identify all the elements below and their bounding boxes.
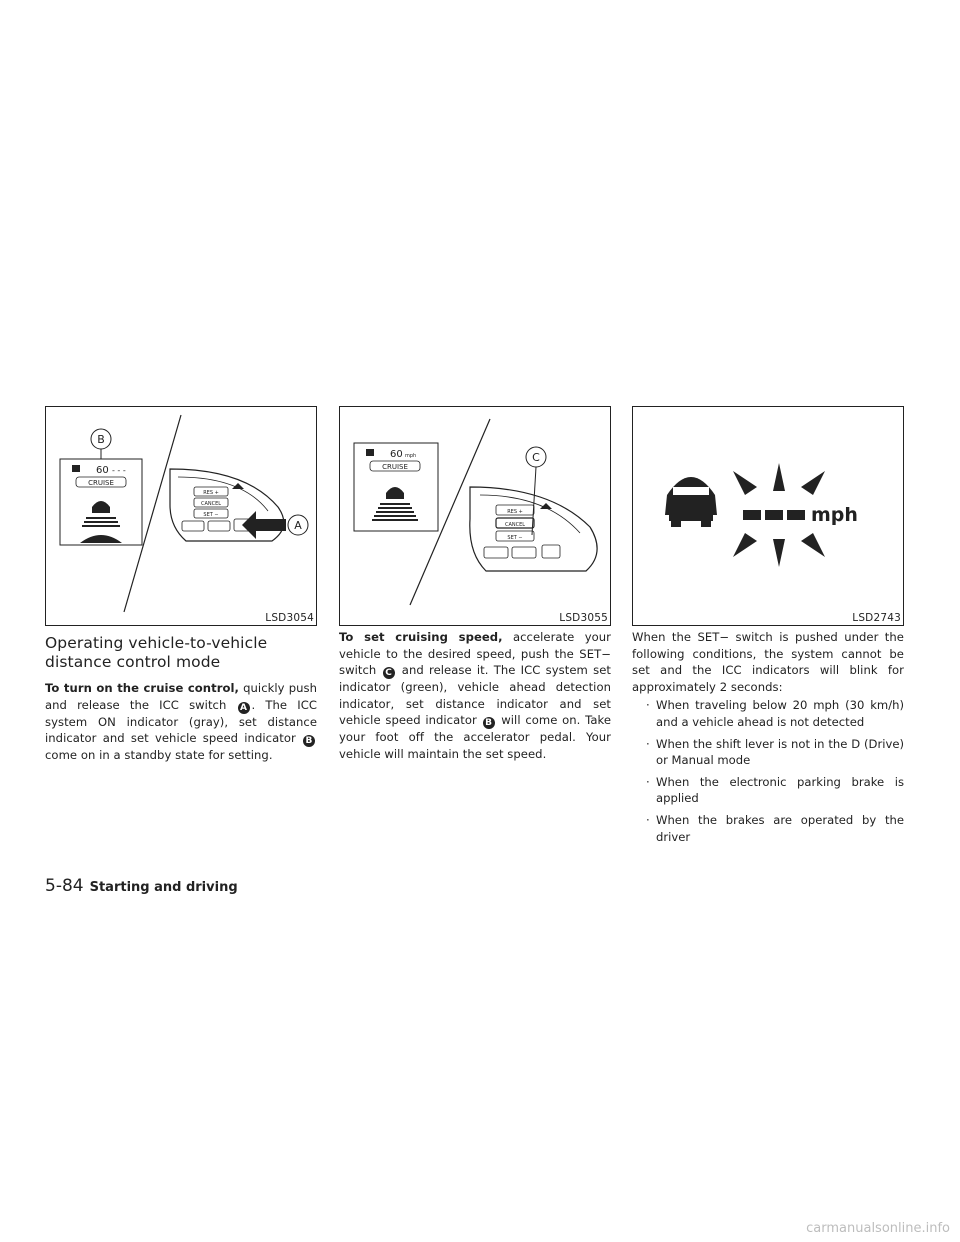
svg-text:SET −: SET − [507, 535, 523, 541]
list-item: · When traveling below 20 mph (30 km/h) and a vehicle ahead is not detected [646, 698, 904, 729]
svg-text:CANCEL: CANCEL [200, 501, 222, 507]
callout-c-marker: C [383, 667, 395, 679]
svg-text:mph: mph [405, 453, 417, 459]
condition-list [632, 697, 904, 845]
illustration-blinking-speed-indicator [633, 407, 903, 625]
illustration-steering-switch-c [340, 407, 610, 625]
svg-text:60: 60 [96, 465, 109, 476]
callout-b-marker: B [483, 717, 495, 729]
column-right [632, 406, 904, 850]
callout-b-marker: B [303, 735, 315, 747]
svg-text:CRUISE: CRUISE [382, 463, 408, 471]
svg-text:60: 60 [390, 449, 403, 460]
callout-a-marker: A [238, 702, 250, 714]
figure-id: LSD3055 [559, 612, 608, 624]
column-middle [339, 406, 611, 763]
page-footer [45, 876, 238, 896]
svg-text:B: B [97, 433, 105, 446]
svg-text:CANCEL: CANCEL [504, 522, 526, 528]
list-item: · When the electronic parking brake is applied [646, 774, 904, 806]
svg-text:CRUISE: CRUISE [88, 479, 114, 487]
chapter-title: Starting and driving [89, 880, 238, 895]
paragraph-cannot-be-set: When the SET− switch is pushed under the following conditions, the system cannot be set and the ICC indicators will blink for approximately 2 seconds: [632, 630, 904, 694]
figure-set-cruising-speed [339, 406, 611, 626]
list-item: · When the shift lever is not in the D (Drive) or Manual mode [646, 736, 904, 768]
paragraph-turn-on-cruise: To turn on the cruise control, quickly push and release the ICC switch A . The ICC system ON indicator (gray), set distance indicator and set vehicle speed indicator B come on in a standby state for setting. [45, 681, 317, 763]
svg-text:A: A [294, 519, 302, 532]
paragraph-lead: To set cruising speed, [339, 630, 503, 644]
section-heading: Operating vehicle-to-vehicle distance control mode [45, 634, 268, 671]
paragraph-lead: To turn on the cruise control, [45, 681, 239, 695]
figure-icc-switch-standby [45, 406, 317, 626]
svg-text:C: C [532, 451, 540, 464]
svg-text:RES +: RES + [203, 490, 219, 496]
figure-id: LSD3054 [265, 612, 314, 624]
svg-text:mph: mph [811, 504, 858, 526]
list-item: · When the brakes are operated by the driver [646, 812, 904, 844]
svg-text:- - -: - - - [112, 466, 126, 475]
paragraph-set-cruising-speed: To set cruising speed, accelerate your vehicle to the desired speed, push the SET− switch C and release it. The ICC system set indicator (green), vehicle ahead detection indicator, set distance indicator and set vehicle speed indicator B will come on. Take your foot off the accelerator pedal. Your vehicle will maintain the set speed. [339, 630, 612, 761]
svg-text:SET −: SET − [203, 512, 219, 518]
figure-blinking-indicators [632, 406, 904, 626]
figure-id: LSD2743 [852, 612, 901, 624]
page-number: 5-84 [45, 876, 84, 896]
illustration-steering-switch-a [46, 407, 316, 625]
svg-text:RES +: RES + [507, 509, 523, 515]
column-left [45, 406, 317, 764]
watermark: carmanualsonline.info [806, 1221, 950, 1236]
